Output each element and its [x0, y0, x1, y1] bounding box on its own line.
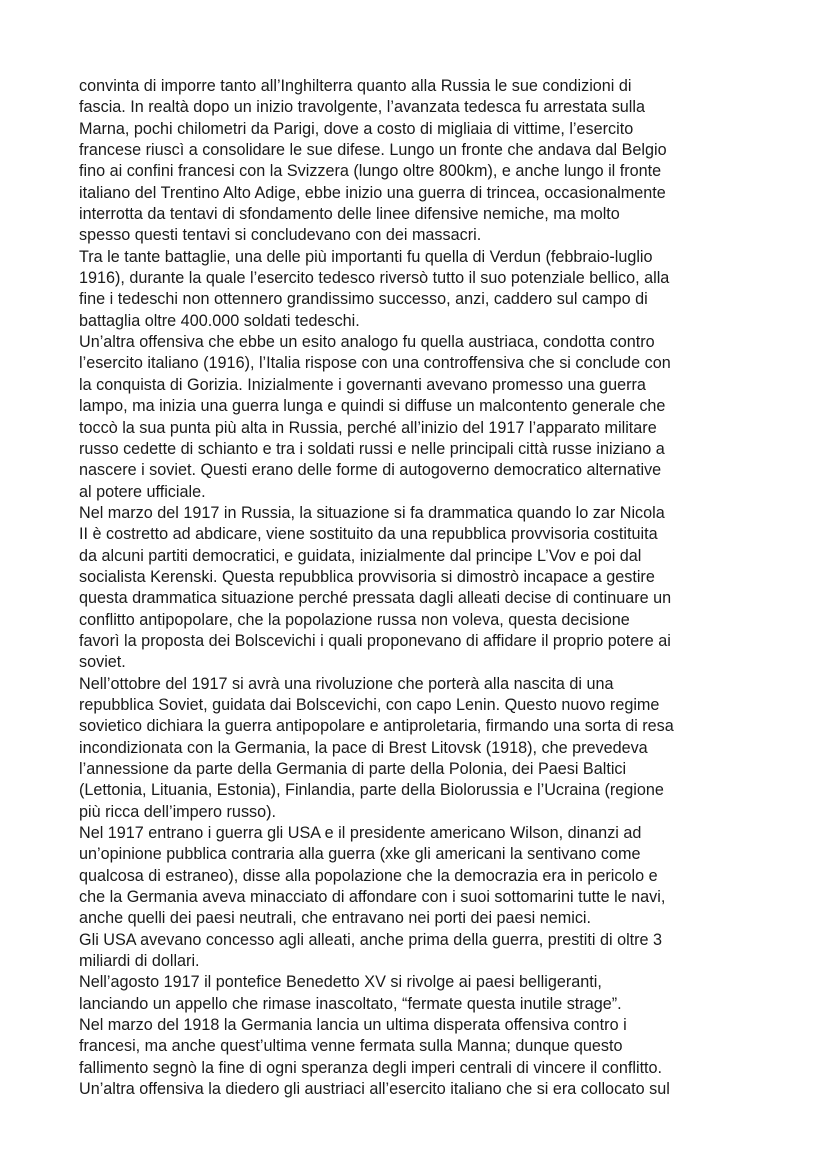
text-line: interrotta da tentavi di sfondamento delle linee difensive nemiche, ma molto — [79, 205, 620, 224]
text-line: toccò la sua punta più alta in Russia, perché all’inizio del 1917 l’apparato militare — [79, 418, 657, 437]
text-line: francese riuscì a consolidare le sue difese. Lungo un fronte che andava dal Belgio — [79, 141, 667, 160]
text-line: favorì la proposta dei Bolscevichi i quali proponevano di affidare il proprio potere ai — [79, 631, 671, 650]
text-line: questa drammatica situazione perché pressata dagli alleati decise di continuare un — [79, 589, 672, 608]
text-line: la conquista di Gorizia. Inizialmente i governanti avevano promesso una guerra — [79, 375, 646, 394]
text-line: lanciando un appello che rimase inascoltato, “fermate questa inutile strage”. — [79, 994, 622, 1013]
text-line: Tra le tante battaglie, una delle più importanti fu quella di Verdun (febbraio-luglio — [79, 247, 653, 266]
text-line: fine i tedeschi non ottennero grandissimo successo, anzi, caddero sul campo di — [79, 290, 648, 309]
text-line: l’annessione da parte della Germania di parte della Polonia, dei Paesi Baltici — [79, 760, 627, 778]
text-line: fino ai confini francesi con la Svizzera (lungo oltre 800km), e anche lungo il fronte — [79, 162, 662, 181]
text-line: II è costretto ad abdicare, viene sostituito da una repubblica provvisoria costituita — [79, 525, 658, 544]
text-line: incondizionata con la Germania, la pace di Brest Litovsk (1918), che prevedeva — [79, 738, 648, 757]
text-line: l’esercito italiano (1916), l’Italia rispose con una controffensiva che si conclude con — [79, 354, 671, 373]
text-line: Nel marzo del 1917 in Russia, la situazione si fa drammatica quando lo zar Nicola — [79, 503, 665, 522]
text-line: fascia. In realtà dopo un inizio travolgente, l’avanzata tedesca fu arrestata sulla — [79, 98, 646, 117]
text-line: da alcuni partiti democratici, e guidata, inizialmente dal principe L’Vov e poi dal — [79, 546, 642, 565]
text-line: spesso questi tentavi si concludevano con dei massacri. — [79, 226, 482, 245]
text-line: socialista Kerenski. Questa repubblica provvisoria si dimostrò incapace a gestire — [79, 567, 655, 586]
text-line: repubblica Soviet, guidata dai Bolscevichi, con capo Lenin. Questo nuovo regime — [79, 695, 660, 714]
text-line: fallimento segnò la fine di ogni speranza degli imperi centrali di vincere il conflitto. — [79, 1058, 663, 1077]
text-line: qualcosa di estraneo), disse alla popolazione che la democrazia era in pericolo e — [79, 866, 658, 885]
text-line: 1916), durante la quale l’esercito tedesco riversò tutto il suo potenziale bellico, alla — [79, 269, 670, 288]
text-line: convinta di imporre tanto all’Inghilterra quanto alla Russia le sue condizioni di — [79, 77, 632, 95]
text-line: Nell’agosto 1917 il pontefice Benedetto XV si rivolge ai paesi belligeranti, — [79, 973, 602, 992]
text-line: al potere ufficiale. — [79, 482, 206, 501]
text-line: che la Germania aveva minacciato di affondare con i suoi sottomarini tutte le navi, — [79, 888, 666, 907]
text-line: nascere i soviet. Questi erano delle forme di autogoverno democratico alternative — [79, 461, 662, 480]
text-line: sovietico dichiara la guerra antipopolare e antiproletaria, firmando una sorta di resa — [79, 717, 674, 736]
text-line: Nel marzo del 1918 la Germania lancia un ultima disperata offensiva contro i — [79, 1016, 627, 1035]
text-line: (Lettonia, Lituania, Estonia), Finlandia, parte della Biolorussia e l’Ucraina (regione — [79, 781, 664, 800]
text-line: Marna, pochi chilometri da Parigi, dove a costo di migliaia di vittime, l’esercito — [79, 119, 634, 138]
text-line: soviet. — [79, 653, 126, 672]
text-line: russo cedette di schianto e tra i soldati russi e nelle principali città russe iniziano a — [79, 439, 665, 458]
text-line: francesi, ma anche quest’ultima venne fermata sulla Manna; dunque questo — [79, 1037, 623, 1056]
text-line: più ricca dell’impero russo). — [79, 802, 277, 821]
text-line: conflitto antipopolare, che la popolazione russa non voleva, questa decisione — [79, 610, 630, 629]
text-line: Nel 1917 entrano i guerra gli USA e il presidente americano Wilson, dinanzi ad — [79, 824, 642, 843]
text-line: battaglia oltre 400.000 soldati tedeschi. — [79, 311, 360, 330]
text-line: Gli USA avevano concesso agli alleati, anche prima della guerra, prestiti di oltre 3 — [79, 930, 663, 949]
text-line: miliardi di dollari. — [79, 952, 200, 971]
text-line: Nell’ottobre del 1917 si avrà una rivoluzione che porterà alla nascita di una — [79, 674, 614, 693]
text-line: lampo, ma inizia una guerra lunga e quindi si diffuse un malcontento generale che — [79, 397, 666, 416]
text-line: Un’altra offensiva che ebbe un esito analogo fu quella austriaca, condotta contro — [79, 333, 655, 352]
text-line: anche quelli dei paesi neutrali, che entravano nei porti dei paesi nemici. — [79, 909, 592, 928]
text-line: Un’altra offensiva la diedero gli austriaci all’esercito italiano che si era collocato sul — [79, 1080, 670, 1099]
text-line: un’opinione pubblica contraria alla guerra (xke gli americani la sentivano come — [79, 845, 641, 864]
document-page — [79, 76, 759, 1101]
text-line: italiano del Trentino Alto Adige, ebbe inizio una guerra di trincea, occasionalmente — [79, 183, 666, 202]
